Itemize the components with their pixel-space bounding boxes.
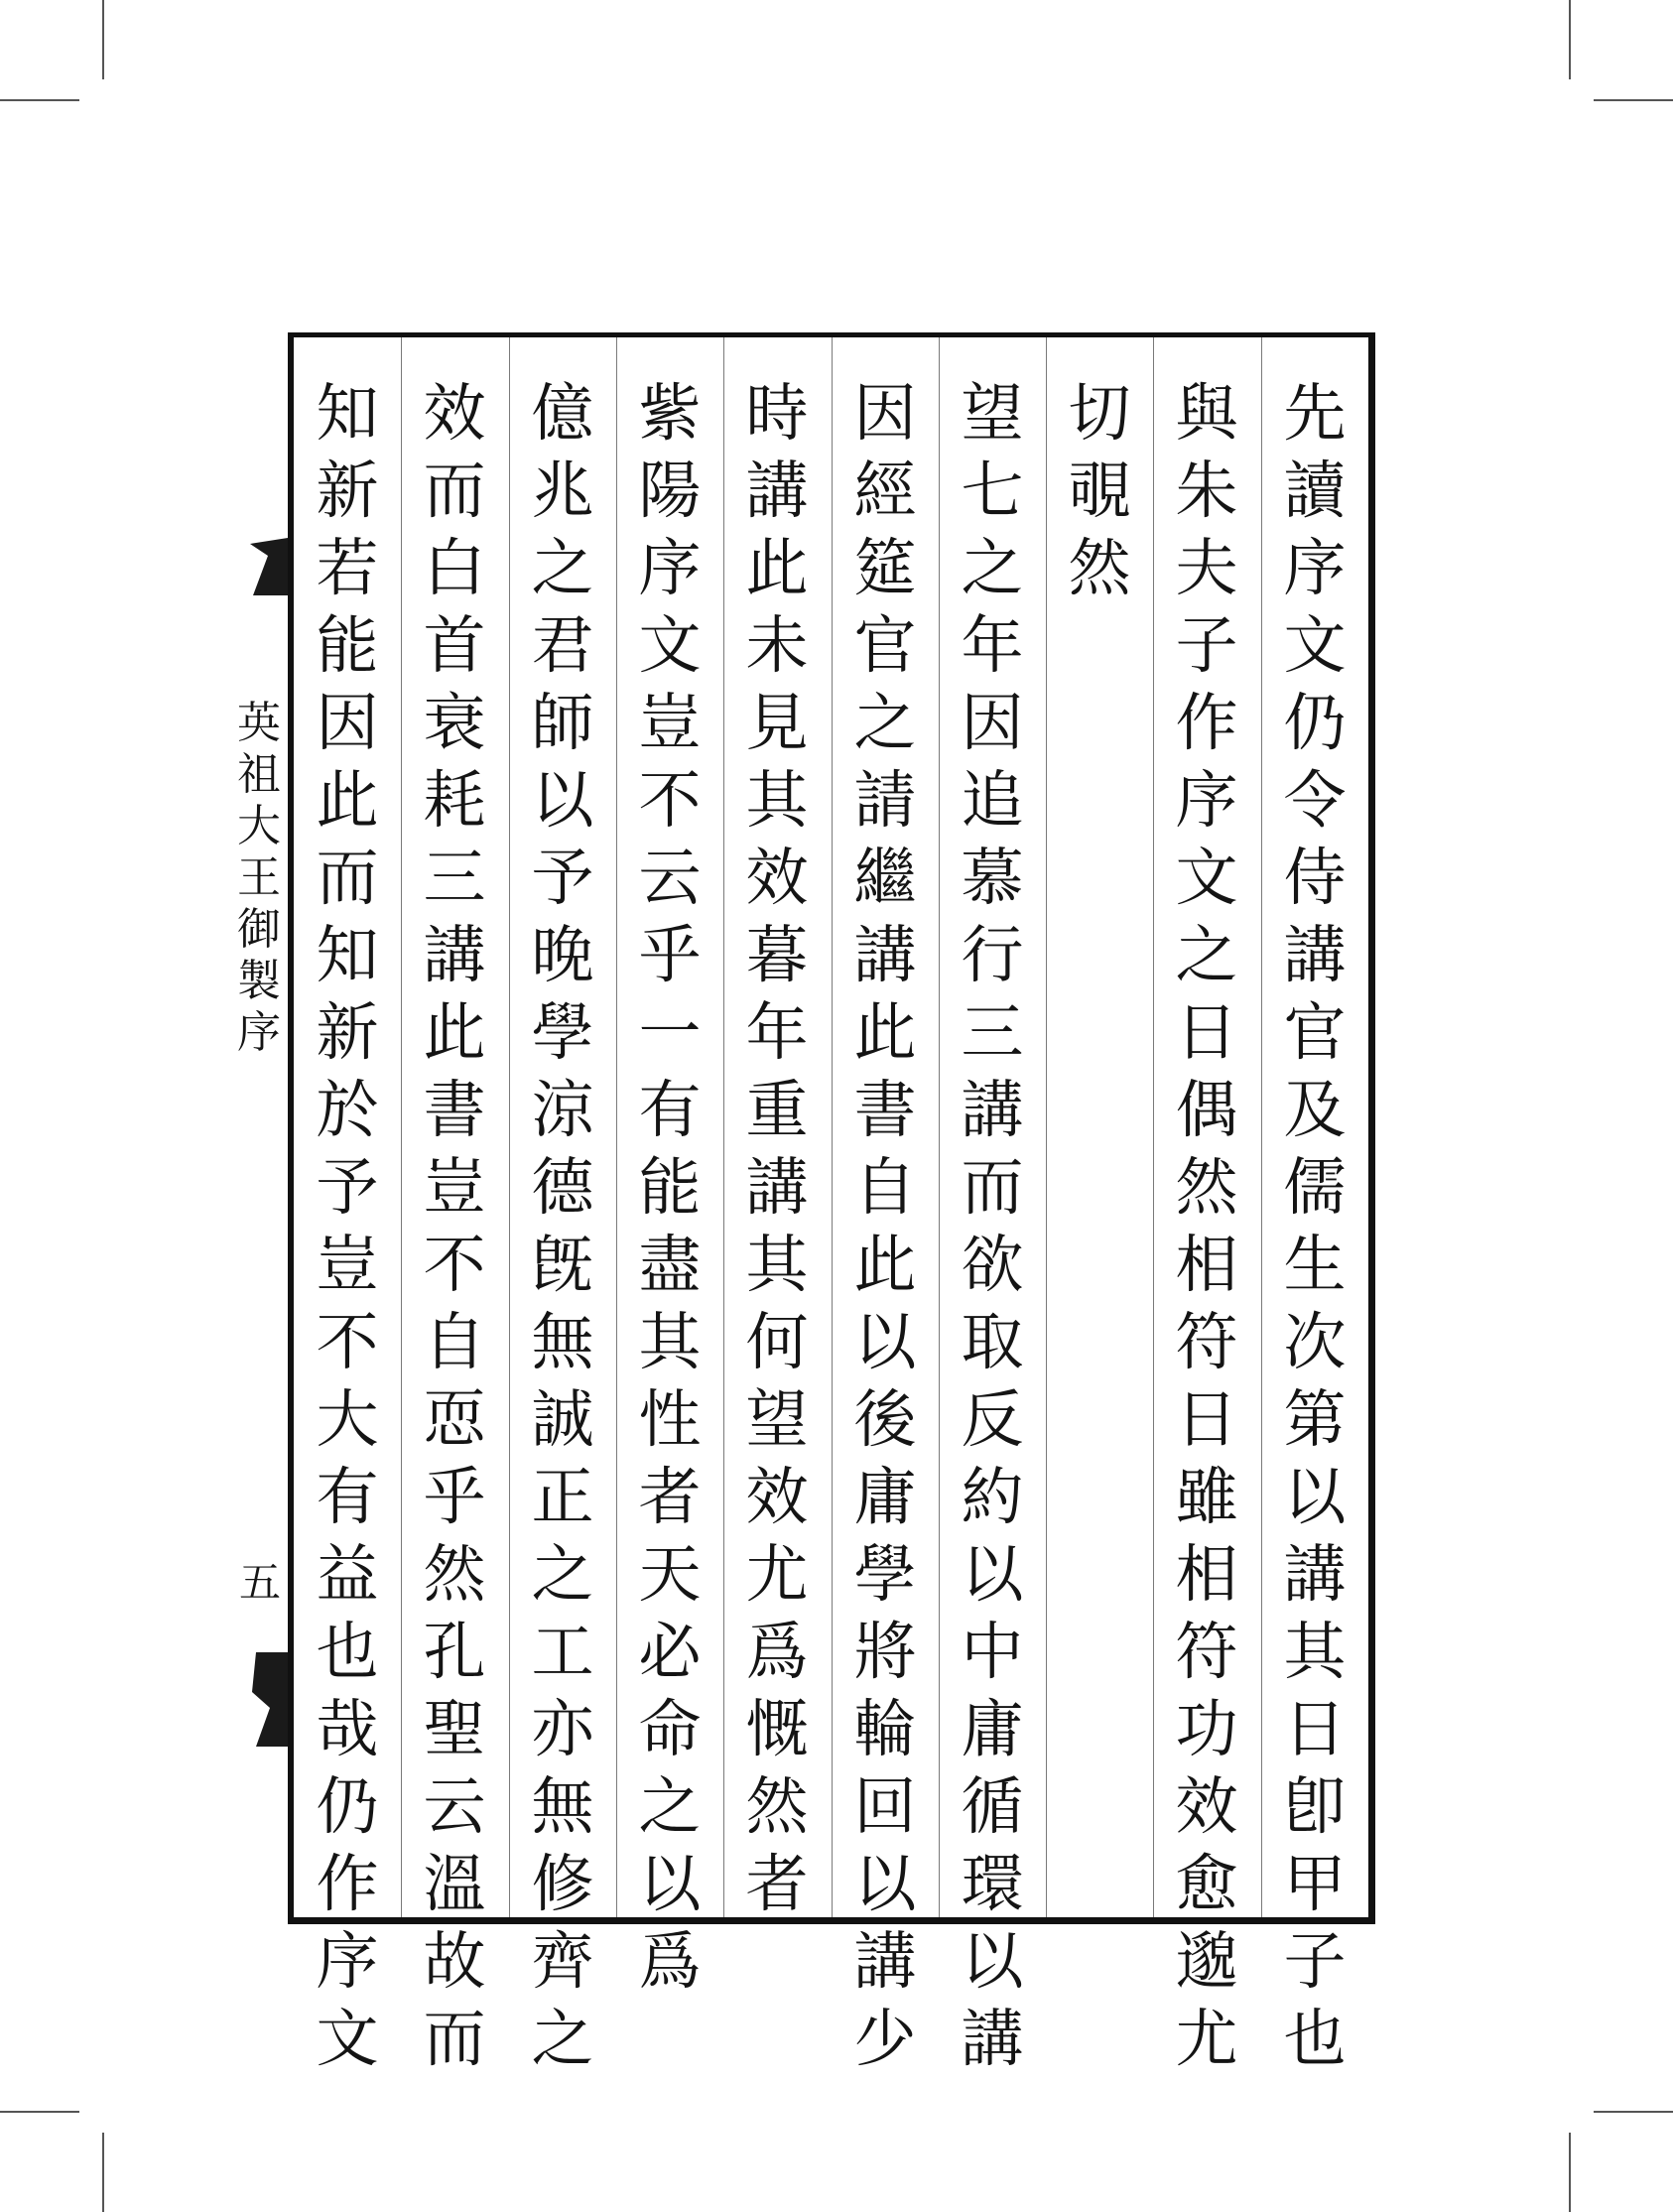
margin-title-glyph: 大 bbox=[237, 801, 281, 851]
glyph: 新 bbox=[316, 455, 379, 527]
glyph: 學 bbox=[531, 996, 594, 1069]
glyph: 命 bbox=[638, 1693, 702, 1765]
glyph: 之 bbox=[853, 687, 917, 759]
glyph: 甲 bbox=[1283, 1848, 1347, 1920]
glyph: 第 bbox=[1283, 1383, 1347, 1456]
glyph: 以 bbox=[1283, 1461, 1347, 1533]
glyph: 七 bbox=[961, 455, 1024, 527]
glyph: 文 bbox=[1283, 609, 1347, 682]
glyph: 年 bbox=[745, 996, 809, 1069]
text-column bbox=[1153, 375, 1260, 2078]
glyph: 符 bbox=[1175, 1616, 1238, 1688]
glyph: 亦 bbox=[531, 1693, 594, 1765]
margin-title-glyph: 製 bbox=[237, 956, 281, 1006]
glyph: 不 bbox=[638, 764, 702, 837]
glyph: 然 bbox=[423, 1538, 486, 1611]
margin-title-glyph: 祖 bbox=[237, 749, 281, 800]
text-column bbox=[832, 375, 939, 2078]
glyph: 環 bbox=[961, 1848, 1024, 1920]
glyph: 講 bbox=[1283, 1538, 1347, 1611]
glyph: 講 bbox=[423, 919, 486, 991]
glyph: 中 bbox=[961, 1616, 1024, 1688]
glyph: 文 bbox=[638, 609, 702, 682]
glyph: 書 bbox=[853, 1074, 917, 1146]
glyph: 子 bbox=[1283, 1925, 1347, 1998]
glyph: 而 bbox=[423, 455, 486, 527]
glyph: 時 bbox=[745, 377, 809, 450]
glyph: 講 bbox=[853, 919, 917, 991]
glyph: 誠 bbox=[531, 1383, 594, 1456]
glyph: 序 bbox=[316, 1925, 379, 1998]
glyph: 億 bbox=[531, 377, 594, 450]
glyph: 日 bbox=[1175, 1383, 1238, 1456]
glyph: 符 bbox=[1175, 1306, 1238, 1378]
glyph: 邈 bbox=[1175, 1925, 1238, 1998]
glyph: 因 bbox=[316, 687, 379, 759]
glyph: 請 bbox=[853, 764, 917, 837]
glyph: 生 bbox=[1283, 1229, 1347, 1301]
fishtail-ornament-top bbox=[248, 496, 288, 595]
glyph: 朱 bbox=[1175, 455, 1238, 527]
margin-title-glyph: 御 bbox=[237, 904, 281, 955]
crop-mark bbox=[102, 2133, 104, 2212]
glyph: 云 bbox=[423, 1770, 486, 1843]
text-column bbox=[723, 375, 831, 1923]
margin-title bbox=[230, 698, 288, 1059]
glyph: 其 bbox=[1283, 1616, 1347, 1688]
glyph: 盡 bbox=[638, 1229, 702, 1301]
glyph: 不 bbox=[423, 1229, 486, 1301]
text-column bbox=[616, 375, 723, 2001]
glyph: 之 bbox=[961, 532, 1024, 604]
glyph: 回 bbox=[853, 1770, 917, 1843]
glyph: 不 bbox=[316, 1306, 379, 1378]
glyph: 晚 bbox=[531, 919, 594, 991]
glyph: 以 bbox=[853, 1306, 917, 1378]
glyph: 君 bbox=[531, 609, 594, 682]
glyph: 講 bbox=[745, 1151, 809, 1224]
glyph: 無 bbox=[531, 1306, 594, 1378]
glyph: 書 bbox=[423, 1074, 486, 1146]
glyph: 官 bbox=[853, 609, 917, 682]
crop-mark bbox=[1569, 2133, 1571, 2212]
glyph: 子 bbox=[1175, 609, 1238, 682]
glyph: 故 bbox=[423, 1925, 486, 1998]
glyph: 望 bbox=[745, 1383, 809, 1456]
glyph: 紫 bbox=[638, 377, 702, 450]
glyph: 也 bbox=[316, 1616, 379, 1688]
glyph: 後 bbox=[853, 1383, 917, 1456]
glyph: 若 bbox=[316, 532, 379, 604]
glyph: 耗 bbox=[423, 764, 486, 837]
glyph: 文 bbox=[1175, 842, 1238, 914]
margin-title-glyph: 序 bbox=[237, 1007, 281, 1058]
glyph: 講 bbox=[961, 1074, 1024, 1146]
glyph: 雖 bbox=[1175, 1461, 1238, 1533]
glyph: 庸 bbox=[961, 1693, 1024, 1765]
glyph: 相 bbox=[1175, 1229, 1238, 1301]
glyph: 此 bbox=[853, 996, 917, 1069]
glyph: 仍 bbox=[316, 1770, 379, 1843]
glyph: 能 bbox=[638, 1151, 702, 1224]
glyph: 益 bbox=[316, 1538, 379, 1611]
glyph: 之 bbox=[531, 1538, 594, 1611]
crop-mark bbox=[1594, 99, 1673, 101]
glyph: 予 bbox=[316, 1151, 379, 1224]
text-frame bbox=[288, 332, 1375, 2075]
glyph: 三 bbox=[961, 996, 1024, 1069]
text-column bbox=[294, 375, 401, 2078]
glyph: 乎 bbox=[423, 1461, 486, 1533]
glyph: 爲 bbox=[745, 1616, 809, 1688]
glyph: 大 bbox=[316, 1383, 379, 1456]
glyph: 先 bbox=[1283, 377, 1347, 450]
glyph: 有 bbox=[638, 1074, 702, 1146]
glyph: 此 bbox=[423, 996, 486, 1069]
glyph: 德 bbox=[531, 1151, 594, 1224]
crop-mark bbox=[0, 2111, 79, 2113]
glyph: 師 bbox=[531, 687, 594, 759]
glyph: 必 bbox=[638, 1616, 702, 1688]
glyph: 而 bbox=[423, 2003, 486, 2075]
glyph: 無 bbox=[531, 1770, 594, 1843]
glyph: 因 bbox=[853, 377, 917, 450]
glyph: 以 bbox=[961, 1538, 1024, 1611]
margin-title-glyph: 王 bbox=[237, 852, 281, 903]
glyph: 尤 bbox=[1175, 2003, 1238, 2075]
glyph: 日 bbox=[1175, 996, 1238, 1069]
glyph: 工 bbox=[531, 1616, 594, 1688]
glyph: 儒 bbox=[1283, 1151, 1347, 1224]
glyph: 作 bbox=[1175, 687, 1238, 759]
glyph: 相 bbox=[1175, 1538, 1238, 1611]
glyph: 講 bbox=[1283, 919, 1347, 991]
glyph: 序 bbox=[638, 532, 702, 604]
glyph: 欲 bbox=[961, 1229, 1024, 1301]
glyph: 新 bbox=[316, 996, 379, 1069]
glyph: 哉 bbox=[316, 1693, 379, 1765]
glyph: 侍 bbox=[1283, 842, 1347, 914]
glyph: 卽 bbox=[1283, 1770, 1347, 1843]
glyph: 重 bbox=[745, 1074, 809, 1146]
glyph: 效 bbox=[423, 377, 486, 450]
glyph: 予 bbox=[531, 842, 594, 914]
text-column bbox=[1261, 375, 1368, 2078]
crop-mark bbox=[1594, 2111, 1673, 2113]
glyph: 衰 bbox=[423, 687, 486, 759]
glyph: 爲 bbox=[638, 1925, 702, 1998]
glyph: 有 bbox=[316, 1461, 379, 1533]
glyph: 序 bbox=[1175, 764, 1238, 837]
glyph: 以 bbox=[853, 1848, 917, 1920]
glyph: 此 bbox=[853, 1229, 917, 1301]
text-column bbox=[401, 375, 508, 2078]
glyph: 也 bbox=[1283, 2003, 1347, 2075]
glyph: 之 bbox=[1175, 919, 1238, 991]
glyph: 序 bbox=[1283, 532, 1347, 604]
glyph: 官 bbox=[1283, 996, 1347, 1069]
glyph: 天 bbox=[638, 1538, 702, 1611]
glyph: 聖 bbox=[423, 1693, 486, 1765]
glyph: 反 bbox=[961, 1383, 1024, 1456]
glyph: 而 bbox=[961, 1151, 1024, 1224]
glyph: 之 bbox=[638, 1770, 702, 1843]
glyph: 以 bbox=[638, 1848, 702, 1920]
glyph: 知 bbox=[316, 377, 379, 450]
text-column bbox=[509, 375, 616, 2078]
crop-mark bbox=[0, 99, 79, 101]
glyph: 然 bbox=[745, 1770, 809, 1843]
glyph: 因 bbox=[961, 687, 1024, 759]
glyph: 能 bbox=[316, 609, 379, 682]
glyph: 行 bbox=[961, 919, 1024, 991]
glyph: 作 bbox=[316, 1848, 379, 1920]
glyph: 庸 bbox=[853, 1461, 917, 1533]
glyph: 與 bbox=[1175, 377, 1238, 450]
glyph: 一 bbox=[638, 996, 702, 1069]
glyph: 溫 bbox=[423, 1848, 486, 1920]
glyph: 慕 bbox=[961, 842, 1024, 914]
glyph: 其 bbox=[638, 1306, 702, 1378]
glyph: 學 bbox=[853, 1538, 917, 1611]
glyph: 次 bbox=[1283, 1306, 1347, 1378]
glyph: 然 bbox=[1068, 532, 1131, 604]
glyph: 繼 bbox=[853, 842, 917, 914]
glyph: 知 bbox=[316, 919, 379, 991]
glyph: 功 bbox=[1175, 1693, 1238, 1765]
glyph: 追 bbox=[961, 764, 1024, 837]
crop-mark bbox=[1569, 0, 1571, 79]
glyph: 效 bbox=[745, 842, 809, 914]
glyph: 旣 bbox=[531, 1229, 594, 1301]
glyph: 讀 bbox=[1283, 455, 1347, 527]
glyph: 輪 bbox=[853, 1693, 917, 1765]
glyph: 豈 bbox=[423, 1151, 486, 1224]
glyph: 切 bbox=[1068, 377, 1131, 450]
glyph: 將 bbox=[853, 1616, 917, 1688]
glyph: 豈 bbox=[638, 687, 702, 759]
glyph: 豈 bbox=[316, 1229, 379, 1301]
glyph: 講 bbox=[853, 1925, 917, 1998]
fishtail-ornament-bottom bbox=[248, 1652, 288, 1747]
text-column bbox=[939, 375, 1046, 2078]
glyph: 循 bbox=[961, 1770, 1024, 1843]
glyph: 講 bbox=[745, 455, 809, 527]
crop-mark bbox=[102, 0, 104, 79]
glyph: 乎 bbox=[638, 919, 702, 991]
glyph: 自 bbox=[423, 1306, 486, 1378]
glyph: 暮 bbox=[745, 919, 809, 991]
glyph: 及 bbox=[1283, 1074, 1347, 1146]
glyph: 未 bbox=[745, 609, 809, 682]
glyph: 其 bbox=[745, 764, 809, 837]
glyph: 之 bbox=[531, 532, 594, 604]
glyph: 文 bbox=[316, 2003, 379, 2075]
glyph: 日 bbox=[1283, 1693, 1347, 1765]
glyph: 正 bbox=[531, 1461, 594, 1533]
glyph: 白 bbox=[423, 532, 486, 604]
glyph: 慨 bbox=[745, 1693, 809, 1765]
glyph: 見 bbox=[745, 687, 809, 759]
glyph: 約 bbox=[961, 1461, 1024, 1533]
glyph: 修 bbox=[531, 1848, 594, 1920]
glyph: 涼 bbox=[531, 1074, 594, 1146]
glyph: 云 bbox=[638, 842, 702, 914]
glyph: 效 bbox=[745, 1461, 809, 1533]
glyph: 以 bbox=[531, 764, 594, 837]
glyph: 者 bbox=[638, 1461, 702, 1533]
glyph: 取 bbox=[961, 1306, 1024, 1378]
glyph: 兆 bbox=[531, 455, 594, 527]
page-number: 五 bbox=[239, 1558, 282, 1607]
glyph: 三 bbox=[423, 842, 486, 914]
glyph: 此 bbox=[316, 764, 379, 837]
glyph: 性 bbox=[638, 1383, 702, 1456]
glyph: 經 bbox=[853, 455, 917, 527]
glyph: 望 bbox=[961, 377, 1024, 450]
glyph: 何 bbox=[745, 1306, 809, 1378]
glyph: 愈 bbox=[1175, 1848, 1238, 1920]
glyph: 者 bbox=[745, 1848, 809, 1920]
glyph: 尤 bbox=[745, 1538, 809, 1611]
glyph: 首 bbox=[423, 609, 486, 682]
glyph: 齊 bbox=[531, 1925, 594, 1998]
glyph: 筵 bbox=[853, 532, 917, 604]
glyph: 講 bbox=[961, 2003, 1024, 2075]
glyph: 此 bbox=[745, 532, 809, 604]
glyph: 偶 bbox=[1175, 1074, 1238, 1146]
glyph: 然 bbox=[1175, 1151, 1238, 1224]
glyph: 之 bbox=[531, 2003, 594, 2075]
text-column bbox=[1046, 375, 1153, 607]
margin-title-glyph: 英 bbox=[237, 698, 281, 748]
glyph: 陽 bbox=[638, 455, 702, 527]
glyph: 少 bbox=[853, 2003, 917, 2075]
glyph: 而 bbox=[316, 842, 379, 914]
glyph: 仍 bbox=[1283, 687, 1347, 759]
glyph: 以 bbox=[961, 1925, 1024, 1998]
glyph: 夫 bbox=[1175, 532, 1238, 604]
glyph: 覗 bbox=[1068, 455, 1131, 527]
glyph: 恧 bbox=[423, 1383, 486, 1456]
glyph: 其 bbox=[745, 1229, 809, 1301]
glyph: 效 bbox=[1175, 1770, 1238, 1843]
glyph: 年 bbox=[961, 609, 1024, 682]
glyph: 令 bbox=[1283, 764, 1347, 837]
glyph: 自 bbox=[853, 1151, 917, 1224]
glyph: 於 bbox=[316, 1074, 379, 1146]
glyph: 孔 bbox=[423, 1616, 486, 1688]
